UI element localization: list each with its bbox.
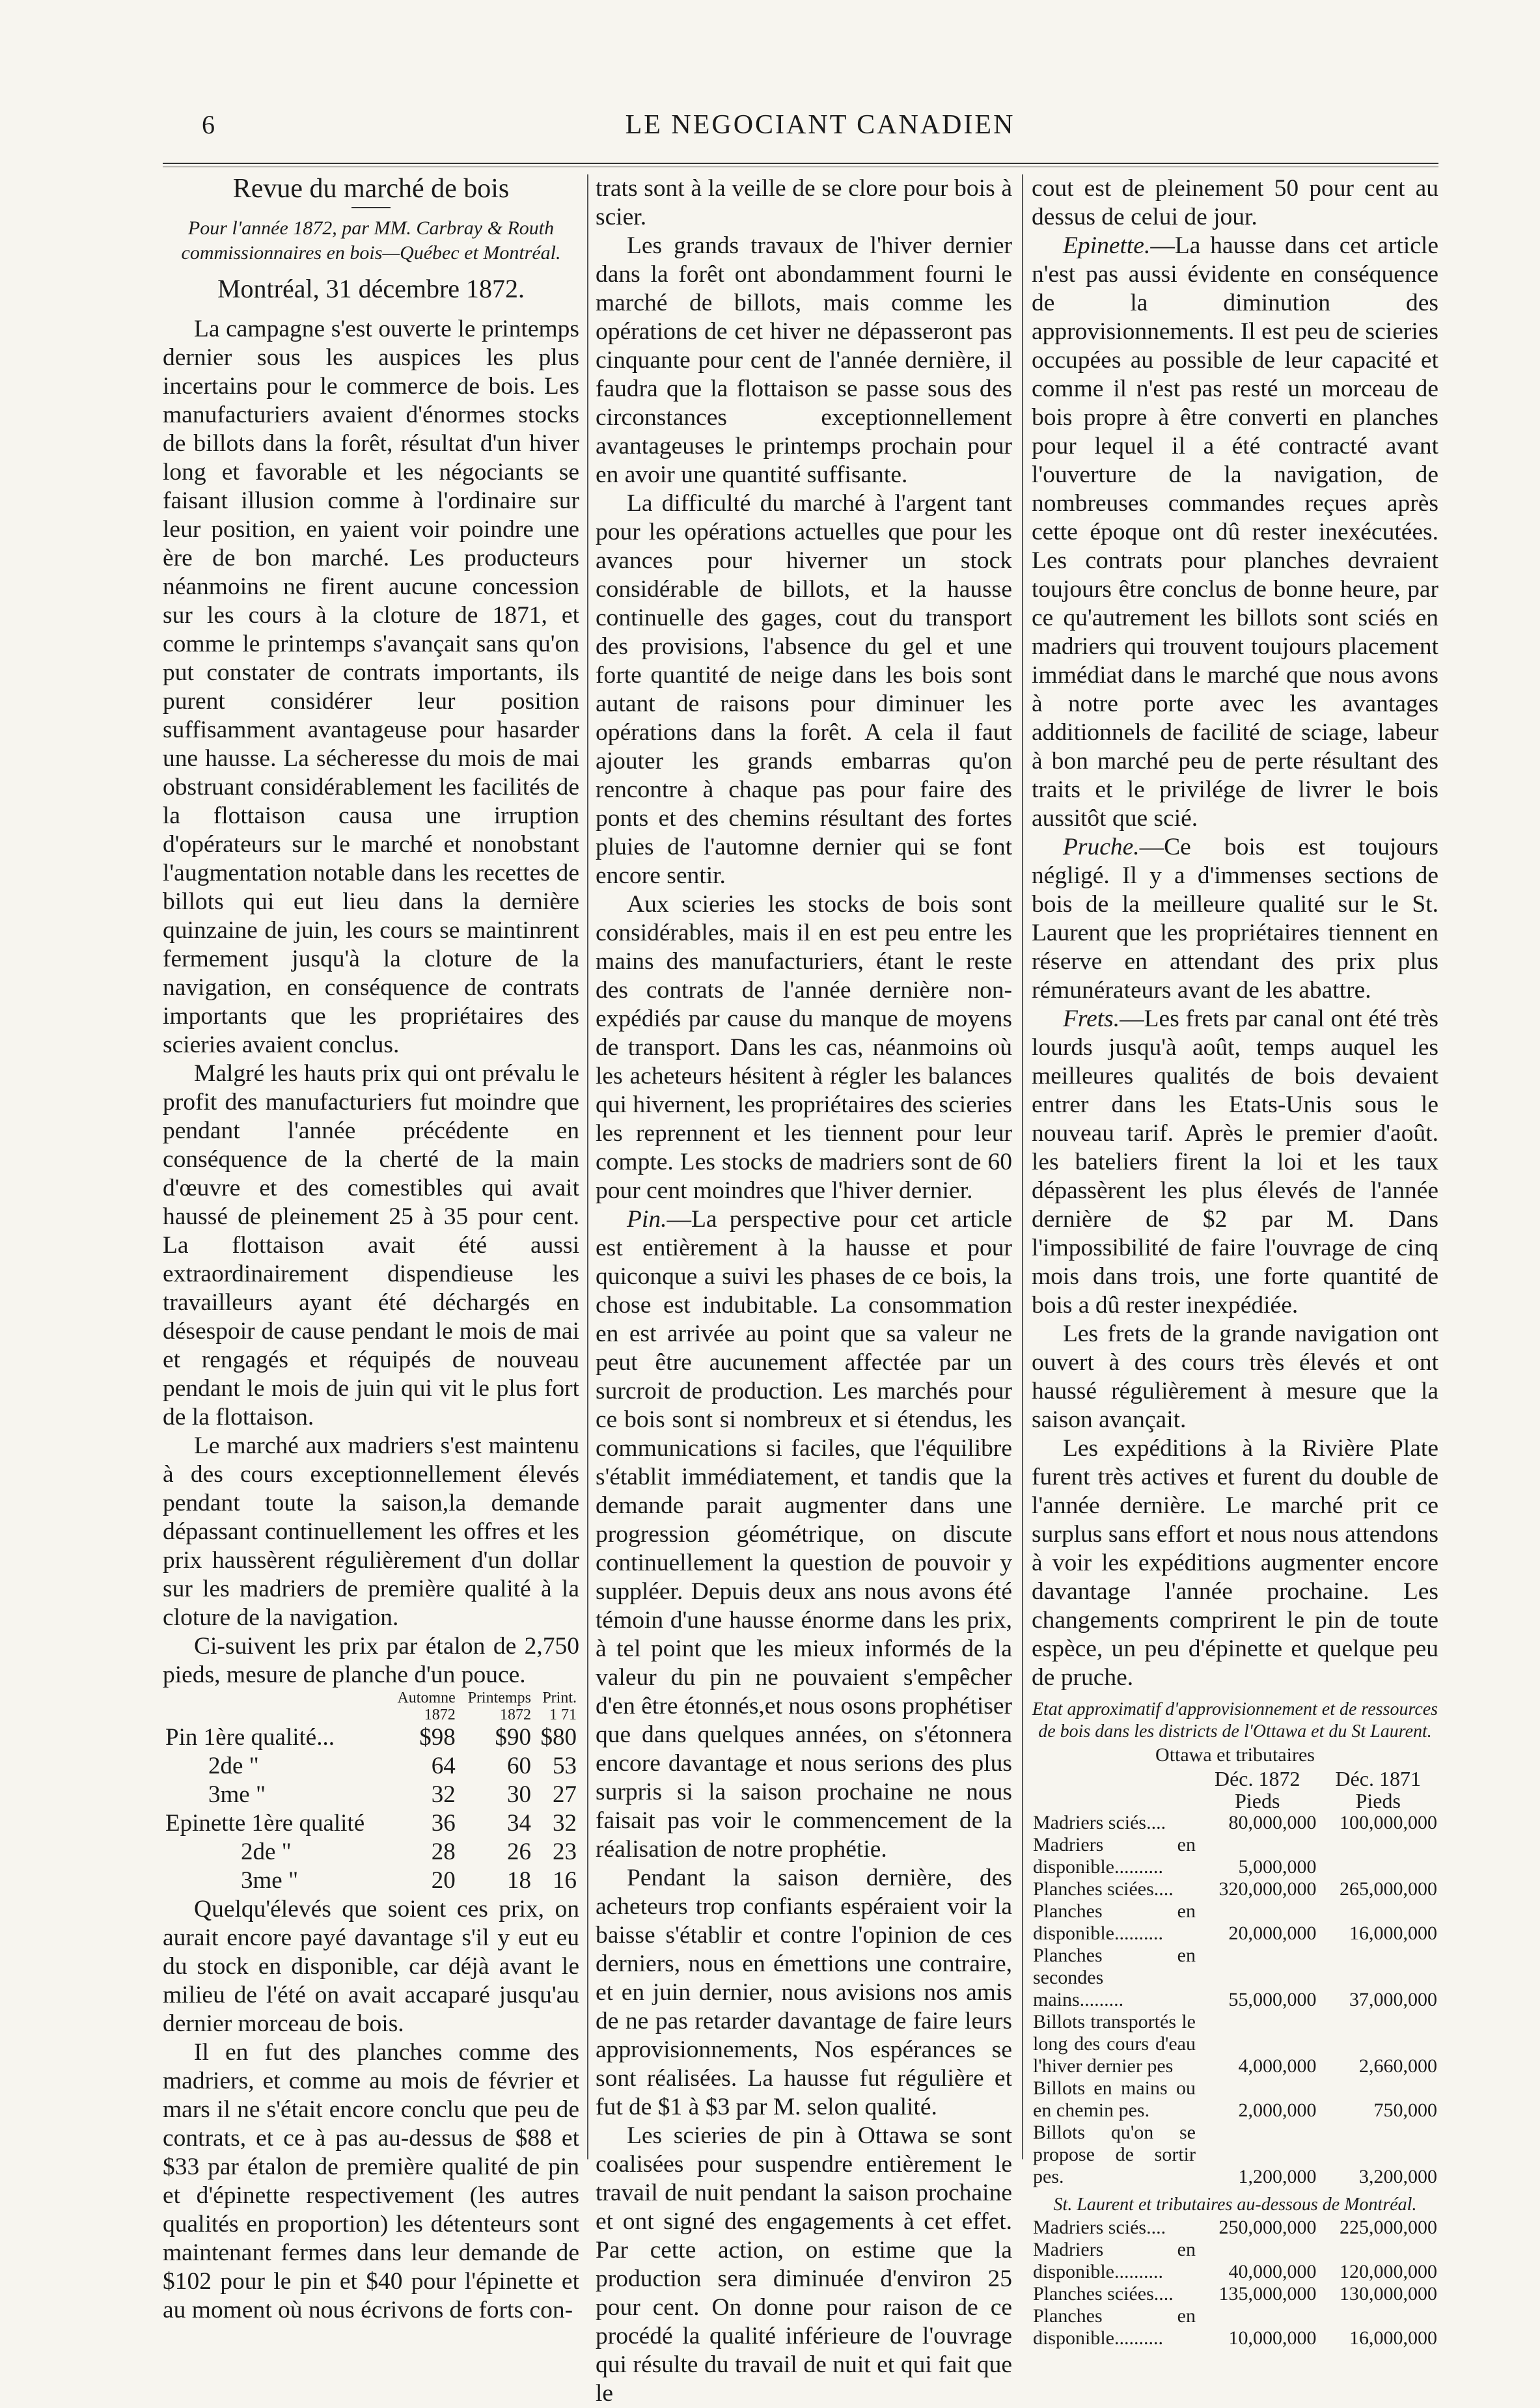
- paragraph: Le marché aux madriers s'est maintenu à des cours exceptionnellement élevés pendant toute la saison,la demande dépassant continuellement les offres et les prix haussèrent régulièrement d'un dollar sur les madriers de première qualité à la cloture de la navigation.: [163, 1432, 579, 1631]
- estimate-unit: Pieds: [1235, 1789, 1280, 1813]
- estimate-row: Billots en mains ou en chemin pes. 2,000,000 750,000: [1033, 2077, 1437, 2121]
- section-lead: Epinette.: [1063, 232, 1151, 259]
- estimate-row: Planches sciées.... 135,000,000 130,000,000: [1033, 2283, 1437, 2305]
- paragraph: Frets.—Les frets par canal ont été très lourds jusqu'à août, temps auquel les meilleures qualités de bois devaient entrer dans les Etats-Unis sous le nouveau tarif. Après le premier d'août. les bateliers firent la loi et les taux dépassèrent les plus élevés de l'année dernière de $2 par M. Dans l'impossibilité de faire l'ouvrage de cinq mois dans trois, une forte quantité de bois a dû rester inexpédiée.: [1032, 1006, 1438, 1319]
- estimate-title: Etat approximatif d'approvisionnement et de ressources de bois dans les districts de l'Ottawa et du St Laurent.: [1032, 1699, 1438, 1742]
- paragraph: Les scieries de pin à Ottawa se sont coalisées pour suspendre entièrement le travail de nuit pendant la saison prochaine et ont signé des engagements à cet effet. Par cette action, on estime que la production sera diminuée d'environ 25 pour cent. On donne pour raison de ce procédé la qualité inférieure de l'ouvrage qui résulte du travail de nuit et qui fait que le: [596, 2122, 1012, 2407]
- estimate-row: Planches en disponible.......... 20,000,000 16,000,000: [1033, 1900, 1437, 1944]
- paragraph: Pin.—La perspective pour cet article est entièrement à la hausse et pour quiconque a suivi les phases de ce bois, la chose est indubitable. La consommation en est arrivée au point que sa valeur ne peut être aucunement affectée par un surcroit de production. Les marchés pour ce bois sont si nombreux et si étendus, les communications si faciles, que l'équilibre s'établit immédiatement, et tandis que la demande parait augmenter dans une progression géométrique, on discute continuellement la question de pouvoir y suppléer. Depuis deux ans nous avons été témoin d'une hausse énorme dans les prix, à tel point que les mieux informés de la valeur du pin ne pouvaient s'empêcher d'en être étonnés,et nous osons prophétiser que dans quelques années, on s'étonnera encore davantage et nous serions des plus surpris si la saison prochaine ne nous faisait pas voir le commencement de la réalisation de notre prophétie.: [596, 1206, 1012, 1863]
- estimate-col-header: Déc. 1872: [1214, 1767, 1300, 1790]
- page-number: 6: [202, 110, 215, 139]
- paragraph: La campagne s'est ouverte le printemps dernier sous les auspices les plus incertains pour le commerce de bois. Les manufacturiers avaient d'énormes stocks de billots dans la forêt, résultat d'un hiver long et favorable et les négociants se faisant illusion comme à l'ordinaire sur leur position, en yaient voir poindre une ère de bon marché. Les producteurs néanmoins ne firent aucune concession sur les cours à la cloture de 1871, et comme le printemps s'avançait sans qu'on put constater de contrats importants, ils purent considérer leur position suffisamment avantageuse pour hasarder une hausse. La sécheresse du mois de mai obstruant considérablement les facilités de la flottaison causa une irruption d'opérateurs sur le marché et nonobstant l'augmentation notable dans les recettes de billots qui eut lieu dans la dernière quinzaine de juin, les cours se maintinrent fermement jusqu'à la cloture de la navigation, en conséquence de contrats importants que les propriétaires des scieries avaient conclus.: [163, 316, 579, 1058]
- paragraph: La difficulté du marché à l'argent tant pour les opérations actuelles que pour les avances pour hiverner un stock considérable de billots, et la hausse continuelle des gages, cout du transport des provisions, l'absence du gel et une forte quantité de neige dans les bois sont autant de raisons pour diminuer les opérations dans la forêt. A cela il faut ajouter les grands embarras qu'on rencontre à chaque pas pour faire des ponts et des chemins résultant des fortes pluies de l'automne dernier qui se font encore sentir.: [596, 490, 1012, 889]
- price-row: 2de " 64 60 53: [208, 1753, 577, 1779]
- paragraph: Ci-suivent les prix par étalon de 2,750 pieds, mesure de planche d'un pouce.: [163, 1633, 579, 1688]
- paragraph: Il en fut des planches comme des madriers, et comme au mois de février et mars il ne s'était encore conclu que peu de contrats, et ce à pas au-dessus de $88 et $33 par étalon de première qualité de pin et d'épinette respectivement (les autres qualités en proportion) les détenteurs sont maintenant fermes dans leur demande de $102 pour le pin et $40 pour l'épinette et au moment où nous écrivons de forts con-: [163, 2039, 579, 2323]
- section-lead: Frets.: [1063, 1006, 1120, 1032]
- price-row: 3me " 32 30 27: [208, 1781, 577, 1808]
- column-3: [1032, 174, 1438, 2349]
- paragraph: Aux scieries les stocks de bois sont considérables, mais il en est peu entre les mains des manufacturiers, étant le reste des contrats de l'année dernière non-expédiés par cause du manque de moyens de transport. Dans les cas, néanmoins où les acheteurs hésitent à régler les balances qui hivernent, les propriétaires des scieries les reprennent et les tiennent pour leur compte. Les stocks de madriers sont de 60 pour cent moindres que l'hiver dernier.: [596, 891, 1012, 1204]
- column-1: [163, 174, 579, 2325]
- estimate-row: Billots transportés le long des cours d'eau l'hiver dernier pes 4,000,000 2,660,000: [1033, 2011, 1437, 2077]
- price-row: 2de " 28 26 23: [241, 1839, 577, 1865]
- dateline: Montréal, 31 décembre 1872.: [217, 274, 525, 303]
- price-row: Pin 1ère qualité... $98 $90 $80: [165, 1724, 577, 1751]
- paragraph: Les expéditions à la Rivière Plate furent très actives et furent du double de l'année dernière. Le marché prit ce surplus sans effort et nous nous attendons à voir les expéditions augmenter encore davantage l'année prochaine. Les changements comprirent le pin de toute espèce, un peu d'épinette et quelque peu de pruche.: [1032, 1435, 1438, 1691]
- paragraph: Epinette.—La hausse dans cet article n'est pas aussi évidente en conséquence de la diminution des approvisionnements. Il est peu de scieries occupées au possible de leur capacité et comme il n'est pas resté un morceau de bois propre à être converti en planches pour lequel il a été contracté avant l'ouverture de la navigation, de nombreuses commandes reçues après cette époque ont dû rester inexécutées. Les contrats pour planches devraient toujours être conclus de bonne heure, par ce qu'autrement les billots sont sciés en madriers qui trouvent toujours placement immédiat dans le marché que nous avons à notre porte avec les avantages additionnels de facilité de sciage, labeur à bon marché peu de perte résultant des traits et le privilége de livrer le bois aussitôt que scié.: [1032, 232, 1438, 832]
- price-col-year: 1 71: [549, 1706, 577, 1723]
- estimate-ottawa-heading: Ottawa et tributaires: [1155, 1744, 1315, 1766]
- paragraph: Les frets de la grande navigation ont ouvert à des cours très élevés et ont haussé régulièrement à mesure que la saison avançait.: [1032, 1320, 1438, 1433]
- byline-2: commissionnaires en bois—Québec et Montréal.: [181, 242, 561, 264]
- estimate-row: Madriers en disponible.......... 5,000,000: [1033, 1834, 1317, 1878]
- price-table-header: [163, 1690, 579, 1706]
- price-col-year: 1872: [499, 1706, 531, 1723]
- price-col-header: Automne: [397, 1690, 456, 1706]
- column-separator: [1022, 174, 1023, 2159]
- price-row: Epinette 1ère qualité 36 34 32: [165, 1810, 577, 1837]
- page-header: [202, 109, 1438, 161]
- column-2: [596, 174, 1012, 2408]
- estimate-table-stlaurent: [1032, 2217, 1438, 2349]
- estimate-table-ottawa: [1032, 1768, 1438, 2188]
- estimate-unit-row: [1032, 1790, 1438, 1812]
- estimate-row: Madriers en disponible.......... 40,000,000 120,000,000: [1033, 2239, 1437, 2282]
- estimate-stl-heading: St. Laurent et tributaires au-dessous de Montréal.: [1053, 2195, 1417, 2215]
- section-lead: Pin.: [627, 1206, 667, 1233]
- estimate-row: Madriers sciés.... 250,000,000 225,000,000: [1033, 2217, 1437, 2238]
- paragraph: Malgré les hauts prix qui ont prévalu le profit des manufacturiers fut moindre que pendant l'année précédente en conséquence de la cherté de la main d'œuvre et des comestibles qui avait haussé de pleinement 25 à 35 pour cent. La flottaison avait été aussi extraordinairement dispendieuse les travailleurs ayant été déchargés en désespoir de cause pendant le mois de mai et rengagés et réquipés de nouveau pendant le mois de juin qui vit le plus fort de la flottaison.: [163, 1060, 579, 1430]
- byline-1: Pour l'année 1872, par MM. Carbray & Routh: [187, 217, 555, 239]
- title-dash: [351, 207, 391, 208]
- price-row: 3me " 20 18 16: [241, 1867, 577, 1894]
- estimate-header-row: [1032, 1768, 1438, 1790]
- estimate-row: Billots qu'on se propose de sortir pes. 1,200,000 3,200,000: [1033, 2122, 1437, 2187]
- estimate-col-header: Déc. 1871: [1335, 1767, 1421, 1790]
- price-table-years: [163, 1706, 579, 1723]
- estimate-row: Planches en disponible.......... 10,000,000 16,000,000: [1033, 2305, 1437, 2349]
- paragraph: cout est de pleinement 50 pour cent au dessus de celui de jour.: [1032, 175, 1438, 230]
- estimate-row: Planches sciées.... 320,000,000 265,000,000: [1033, 1878, 1437, 1900]
- top-rule: [163, 163, 1438, 164]
- estimate-row: Planches en secondes mains......... 55,000,000 37,000,000: [1033, 1945, 1437, 2010]
- paragraph: Quelqu'élevés que soient ces prix, on aurait encore payé davantage s'il y eut eu du stock en disponible, car déjà avant le milieu de l'été on avait accaparé jusqu'au dernier morceau de bois.: [163, 1896, 579, 2037]
- price-col-header: Print.: [542, 1690, 577, 1706]
- paragraph: trats sont à la veille de se clore pour bois à scier.: [596, 175, 1012, 230]
- article-title: Revue du marché de bois: [232, 174, 510, 204]
- estimate-row: Madriers sciés.... 80,000,000 100,000,000: [1033, 1812, 1437, 1833]
- column-separator: [587, 174, 588, 2159]
- estimate-unit: Pieds: [1355, 1789, 1401, 1813]
- price-col-year: 1872: [424, 1706, 456, 1723]
- price-table: [163, 1690, 579, 1895]
- price-col-header: Printemps: [467, 1690, 531, 1706]
- paragraph: Pendant la saison dernière, des acheteurs trop confiants espéraient voir la baisse s'établir et contre l'opinion de ces derniers, nous en émettions une contraire, et en juin dernier, nous avisions nos amis de ne pas retarder davantage de faire leurs approvisionnements, Nos espérances se sont réalisées. La hausse fut régulière et fut de $1 à $3 par M. selon qualité.: [596, 1865, 1012, 2120]
- newspaper-title: LE NEGOCIANT CANADIEN: [625, 110, 1015, 140]
- paragraph: Pruche.—Ce bois est toujours négligé. Il y a d'immenses sections de bois de la meilleure qualité sur le St. Laurent que les propriétaires tiennent en réserve en attendant des prix plus rémunérateurs avant de les abattre.: [1032, 834, 1438, 1004]
- paragraph: Les grands travaux de l'hiver dernier dans la forêt ont abondamment fourni le marché de billots, mais comme les opérations de cet hiver ne dépasseront pas cinquante pour cent de l'année dernière, il faudra que la flottaison se passe sous des circonstances exceptionnellement avantageuses le printemps prochain pour en avoir une quantité suffisante.: [596, 232, 1012, 488]
- section-lead: Pruche.: [1063, 834, 1140, 860]
